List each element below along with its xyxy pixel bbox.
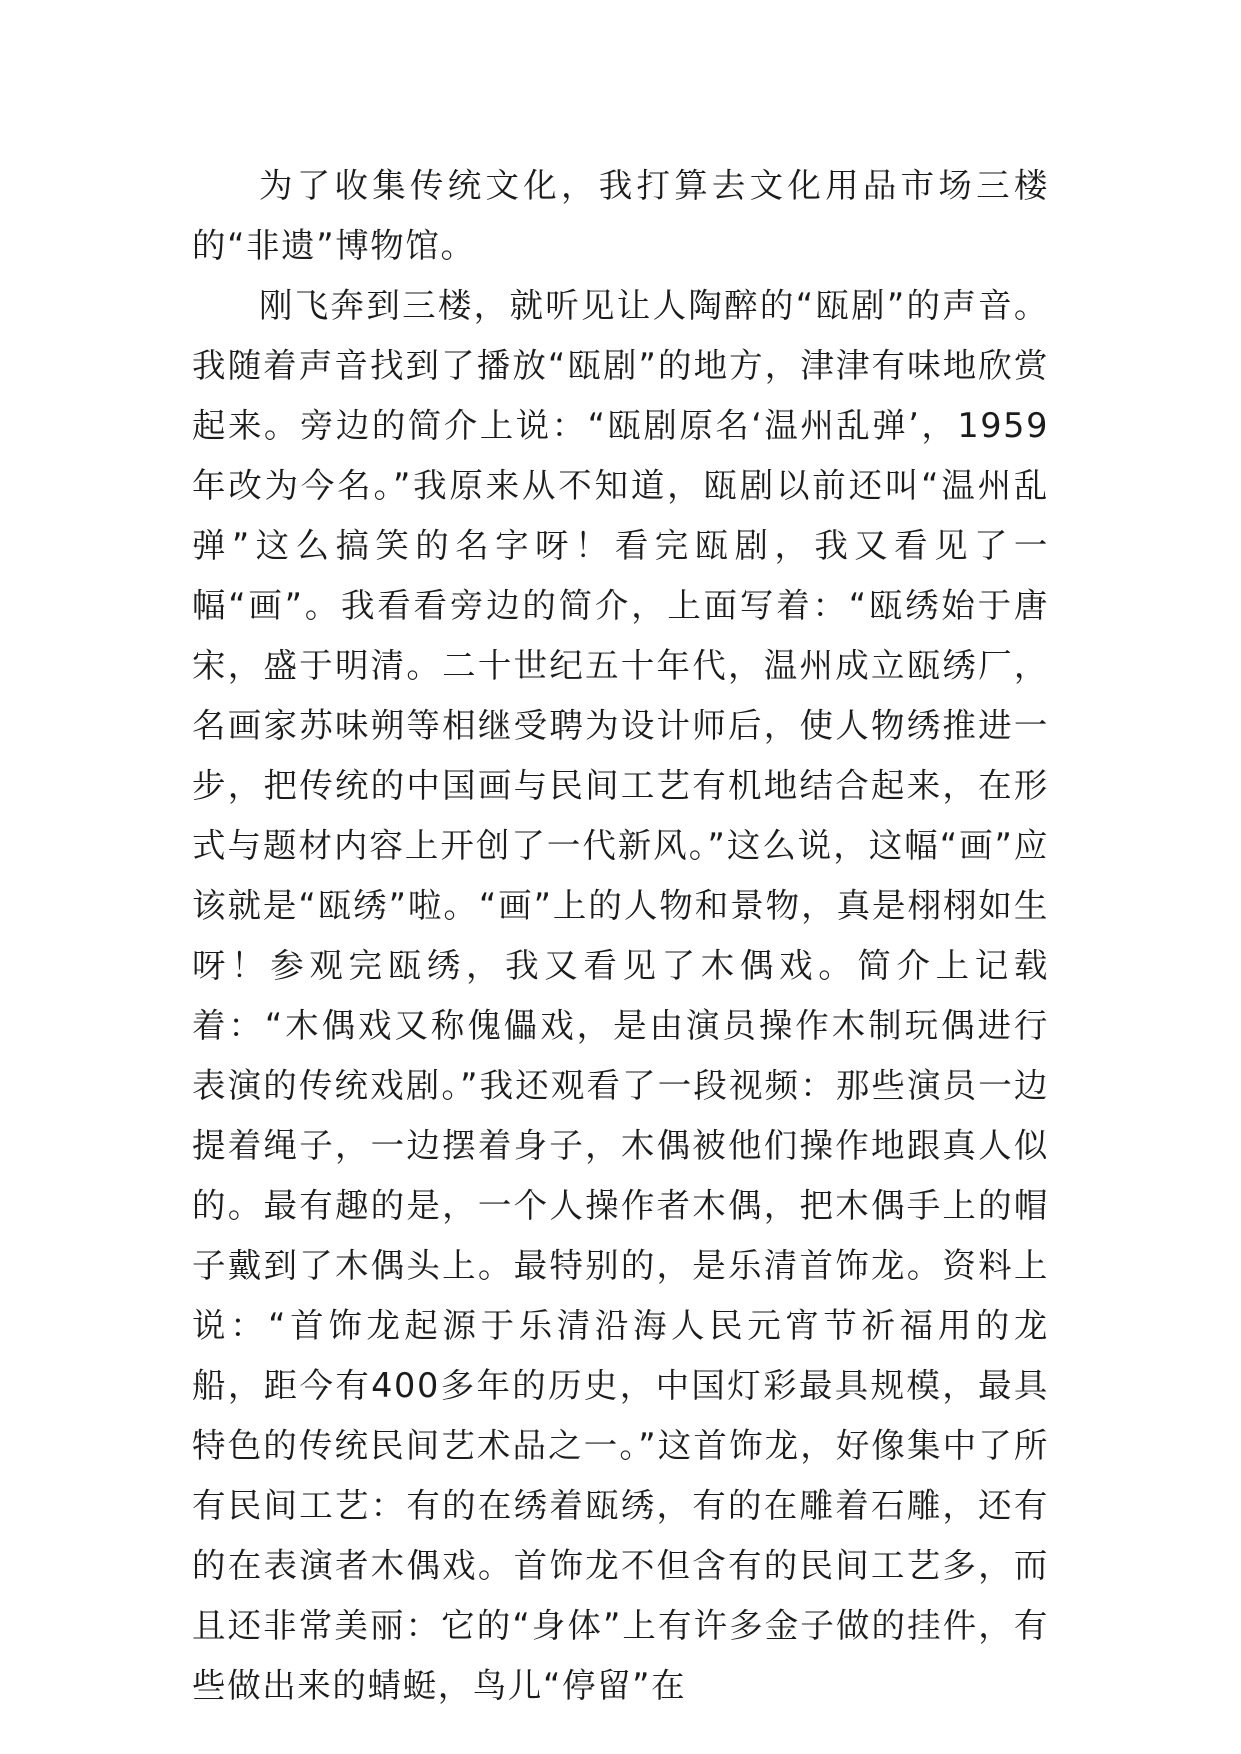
paragraph-2: 刚飞奔到三楼，就听见让人陶醉的“瓯剧”的声音。我随着声音找到了播放“瓯剧”的地方，津津有味地欣赏起来。旁边的简介上说：“瓯剧原名‘温州乱弹’，1959年改为今名。”我原来从不知道，瓯剧以前还叫“温州乱弹”这么搞笑的名字呀！看完瓯剧，我又看见了一幅“画”。我看看旁边的简介，上面写着：“瓯绣始于唐宋，盛于明清。二十世纪五十年代，温州成立瓯绣厂，名画家苏味朔等相继受聘为设计师后，使人物绣推进一步，把传统的中国画与民间工艺有机地结合起来，在形式与题材内容上开创了一代新风。”这么说，这幅“画”应该就是“瓯绣”啦。“画”上的人物和景物，真是栩栩如生呀！参观完瓯绣，我又看见了木偶戏。简介上记载着：“木偶戏又称傀儡戏，是由演员操作木制玩偶进行表演的传统戏剧。”我还观看了一段视频：那些演员一边提着绳子，一边摆着身子，木偶被他们操作地跟真人似的。最有趣的是，一个人操作者木偶，把木偶手上的帽子戴到了木偶头上。最特别的，是乐清首饰龙。资料上说：“首饰龙起源于乐清沿海人民元宵节祈福用的龙船，距今有400多年的历史，中国灯彩最具规模，最具特色的传统民间艺术品之一。”这首饰龙，好像集中了所有民间工艺：有的在绣着瓯绣，有的在雕着石雕，还有的在表演者木偶戏。首饰龙不但含有的民间工艺多，而且还非常美丽：它的“身体”上有许多金子做的挂件，有些做出来的蜻蜓，鸟儿“停留”在 — [192, 286, 1049, 1705]
document-body — [192, 156, 1049, 1716]
paragraph-1: 为了收集传统文化，我打算去文化用品市场三楼的“非遗”博物馆。 — [192, 166, 1049, 265]
